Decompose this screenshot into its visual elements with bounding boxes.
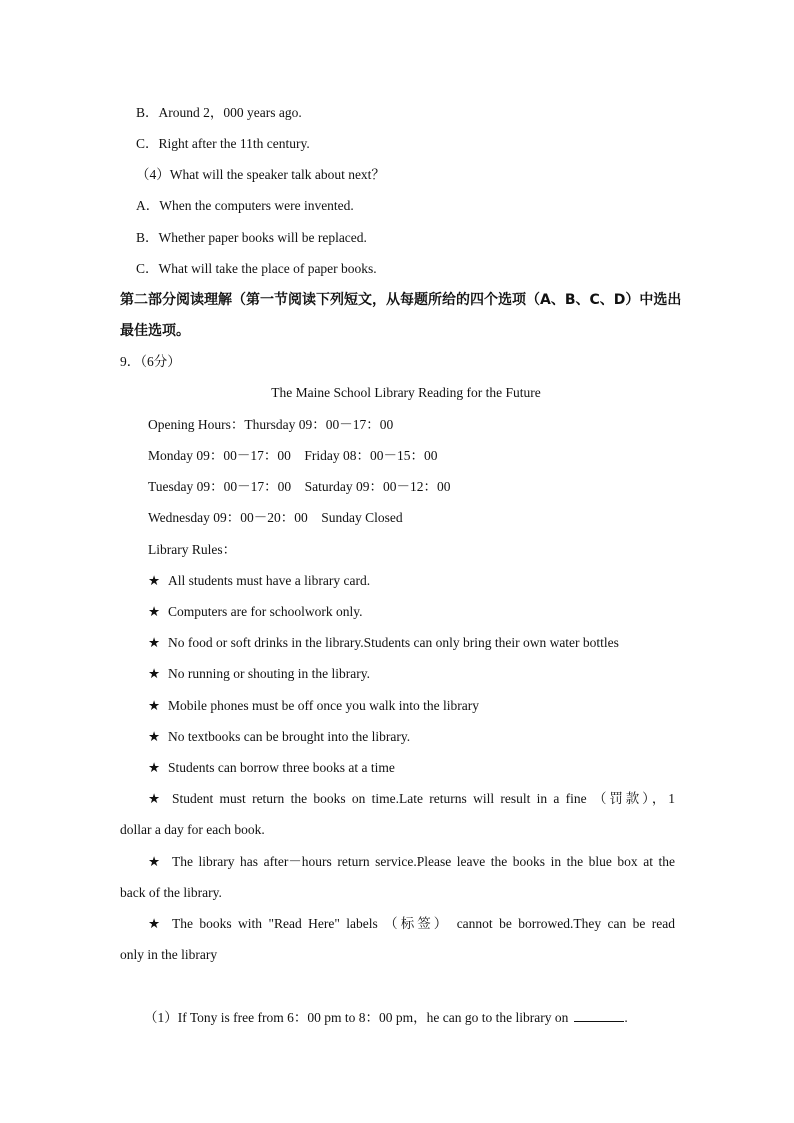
rule-text: Computers are for schoolwork only.	[168, 604, 363, 619]
star-icon: ★	[148, 729, 161, 744]
star-icon: ★	[148, 635, 161, 650]
question-number: 9．（6分）	[120, 354, 181, 369]
star-icon: ★	[148, 760, 161, 775]
rule-text-continued: back of the library.	[120, 885, 222, 900]
option-c: C．What will take the place of paper books.	[136, 261, 377, 276]
rule-item	[148, 572, 370, 590]
option-a: A．When the computers were invented.	[136, 198, 354, 213]
rule-text: No food or soft drinks in the library.Students can only bring their own water bottles	[168, 635, 619, 650]
sub-question-4: （4）What will the speaker talk about next？	[136, 167, 385, 182]
opening-hours-line: Opening Hours：Thursday 09：00－17：00	[148, 417, 394, 432]
rule-text: All students must have a library card.	[168, 573, 371, 588]
rule-item-read-here	[148, 915, 675, 933]
option-c: C．Right after the 11th century.	[136, 136, 310, 151]
rule-text: Mobile phones must be off once you walk into the library	[168, 698, 479, 713]
rule-text-continued: only in the library	[120, 947, 218, 962]
star-icon: ★	[148, 916, 161, 931]
rule-item	[148, 697, 479, 715]
hours-wednesday-sunday: Wednesday 09：00－20：00 Sunday Closed	[148, 510, 403, 525]
rule-text: Student must return the books on time.Late returns will result in a fine （罚款），1	[172, 791, 675, 806]
sub-question-1	[144, 1009, 628, 1027]
period: .	[624, 1010, 628, 1025]
passage-title: The Maine School Library Reading for the Future	[271, 385, 541, 400]
star-icon: ★	[148, 791, 161, 806]
question-text: （1）If Tony is free from 6：00 pm to 8：00 pm，he can go to the library on	[144, 1010, 569, 1025]
part2-heading-line1: 第二部分阅读理解（第一节阅读下列短文，从每题所给的四个选项（A、B、C、D）中选出	[120, 292, 682, 308]
answer-blank[interactable]	[574, 1009, 624, 1022]
rule-item-fine	[148, 790, 675, 808]
rule-text-continued: dollar a day for each book.	[120, 822, 265, 837]
option-b: B．Whether paper books will be replaced.	[136, 230, 367, 245]
option-b: B．Around 2，000 years ago.	[136, 105, 302, 120]
rule-text: The library has after－hours return service.Please leave the books in the blue box at the	[172, 854, 675, 869]
star-icon: ★	[148, 604, 161, 619]
rule-item	[148, 759, 395, 777]
rule-text: No running or shouting in the library.	[168, 666, 370, 681]
star-icon: ★	[148, 666, 161, 681]
rule-item	[148, 603, 362, 621]
rule-item	[148, 665, 370, 683]
hours-tuesday-saturday: Tuesday 09：00－17：00 Saturday 09：00－12：00	[148, 479, 451, 494]
rule-text: No textbooks can be brought into the library.	[168, 729, 411, 744]
star-icon: ★	[148, 573, 161, 588]
star-icon: ★	[148, 854, 161, 869]
rule-text: The books with "Read Here" labels （标签） cannot be borrowed.They can be read	[172, 916, 675, 931]
star-icon: ★	[148, 698, 161, 713]
rule-item-return-service	[148, 853, 675, 871]
rule-item	[148, 634, 619, 652]
part2-heading-line2: 最佳选项。	[120, 323, 190, 339]
rule-text: Students can borrow three books at a time	[168, 760, 395, 775]
hours-monday-friday: Monday 09：00－17：00 Friday 08：00－15：00	[148, 448, 438, 463]
library-rules-label: Library Rules：	[148, 542, 237, 557]
rule-item	[148, 728, 410, 746]
